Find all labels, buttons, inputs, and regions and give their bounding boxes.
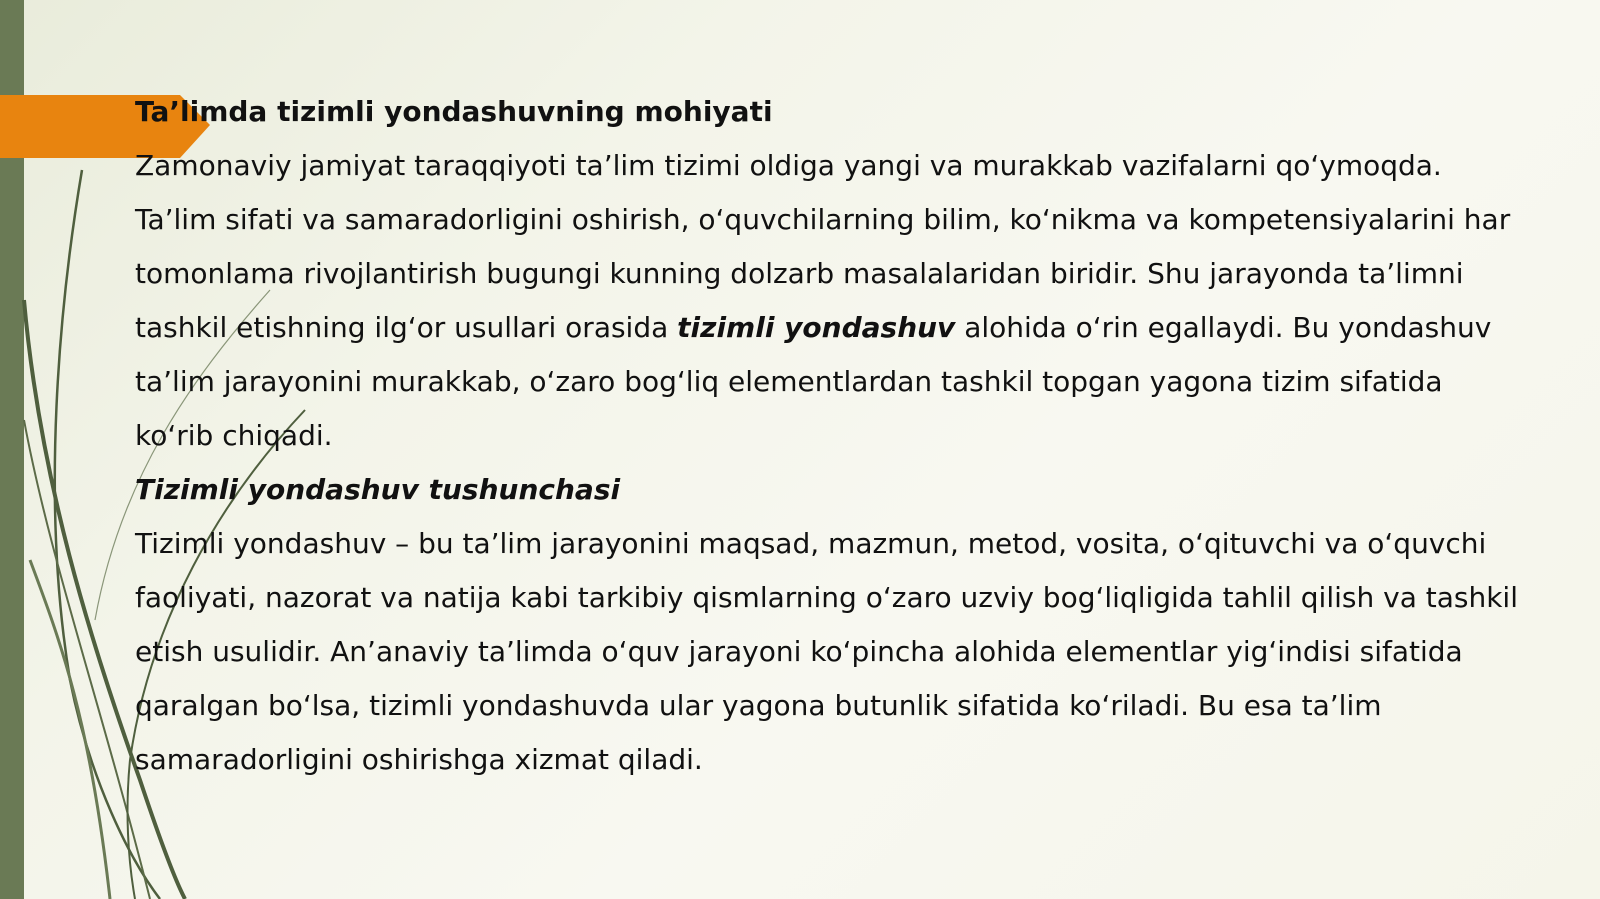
- slide-content: [135, 85, 1525, 787]
- intro-text-end: alohida o‘rin egallaydi. Bu yondashuv ta’lim jarayonini murakkab, o‘zaro bog‘liq elementlardan tashkil topgan yagona tizim sifatida ko‘rib chiqadi.: [135, 311, 1492, 452]
- section-subheading: Tizimli yondashuv tushunchasi: [135, 473, 621, 506]
- intro-paragraph: [135, 139, 1525, 463]
- slide-heading: Ta’limda tizimli yondashuvning mohiyati: [135, 95, 773, 128]
- intro-emphasis: tizimli yondashuv: [677, 311, 956, 344]
- intro-text-start: Zamonaviy jamiyat taraqqiyoti ta’lim tizimi oldiga yangi va murakkab vazifalarni qo‘ymoqda. Ta’lim sifati va samaradorligini oshirish, o‘quvchilarning bilim, ko‘nikma va kompetensiyalarini har tomonlama rivojlantirish bugungi kunning dolzarb masalalaridan biridir. Shu jarayonda ta’limni tashkil etishning ilg‘or usullari orasida: [135, 149, 1511, 344]
- definition-paragraph: Tizimli yondashuv – bu ta’lim jarayonini maqsad, mazmun, metod, vosita, o‘qituvchi va o‘quvchi faoliyati, nazorat va natija kabi tarkibiy qismlarning o‘zaro uzviy bog‘liqligida tahlil qilish va tashkil etish usulidir. An’anaviy ta’limda o‘quv jarayoni ko‘pincha alohida elementlar yig‘indisi sifatida qaralgan bo‘lsa, tizimli yondashuvda ular yagona butunlik sifatida ko‘riladi. Bu esa ta’lim samaradorligini oshirishga xizmat qiladi.: [135, 527, 1518, 776]
